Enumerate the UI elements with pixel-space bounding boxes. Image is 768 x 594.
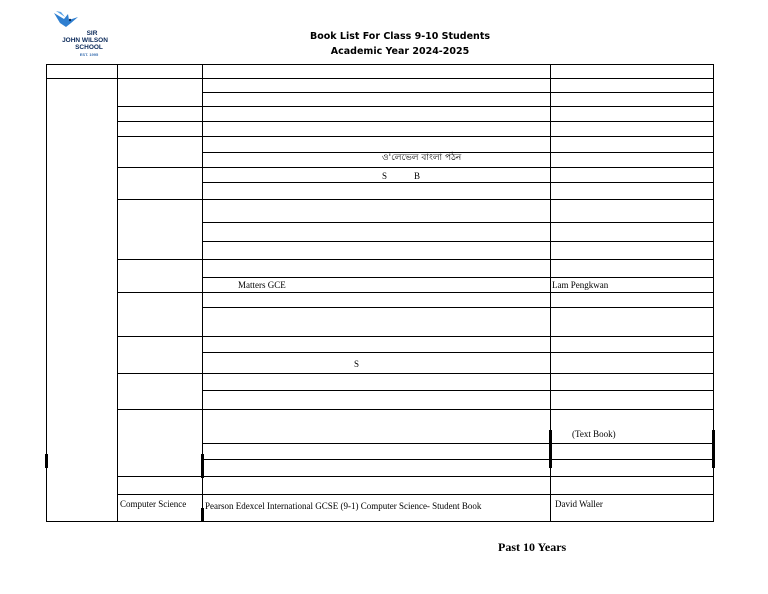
footer-note: Past 10 Years — [498, 540, 567, 554]
table-mark — [201, 508, 204, 522]
table-hline — [202, 241, 714, 242]
cell-book-cs: Pearson Edexcel International GCSE (9-1) Computer Science- Student Book — [205, 501, 482, 511]
bird-icon — [52, 10, 86, 32]
logo-line-2: JOHN WILSON — [62, 37, 108, 44]
table-hline — [117, 336, 714, 337]
cell-bangla-title: ও'লেভেল বাংলা পঠন — [382, 153, 462, 163]
table-hline — [117, 167, 714, 168]
table-hline-bottom — [46, 521, 714, 522]
table-hline — [117, 259, 714, 260]
table-mark — [45, 454, 48, 468]
table-hline — [202, 307, 714, 308]
table-mark — [712, 430, 715, 468]
logo-line-3: SCHOOL — [75, 44, 103, 51]
table-hline — [117, 292, 714, 293]
cell-b-right: B — [414, 171, 421, 181]
table-mark — [201, 454, 204, 478]
table-hline — [117, 106, 714, 107]
table-hline — [117, 136, 714, 137]
cell-matters-gce: Matters GCE — [238, 280, 286, 290]
table-hline — [202, 182, 714, 183]
logo-text — [50, 30, 120, 58]
table-hline — [202, 443, 714, 444]
page-title: Book List For Class 9-10 Students — [309, 31, 491, 42]
table-mark — [549, 430, 552, 468]
table-hline — [202, 222, 714, 223]
cell-s-left: S — [382, 171, 388, 181]
table-hline — [202, 352, 714, 353]
cell-author-lam: Lam Pengkwan — [552, 280, 609, 290]
table-vline-col1 — [117, 64, 118, 522]
table-hline — [117, 373, 714, 374]
table-hline — [117, 121, 714, 122]
table-hline — [202, 92, 714, 93]
table-hline — [117, 199, 714, 200]
table-hline — [202, 459, 714, 460]
cell-text-book: (Text Book) — [572, 429, 616, 439]
table-hline — [46, 78, 714, 79]
logo-line-1: SIR — [86, 30, 98, 37]
table-hline — [202, 390, 714, 391]
logo-est: EST. 1995 — [79, 52, 99, 57]
table-hline — [117, 409, 714, 410]
page-header — [250, 29, 550, 59]
table-hline — [46, 64, 714, 65]
cell-s-single: S — [354, 359, 360, 369]
table-hline — [117, 476, 714, 477]
school-logo — [50, 10, 120, 62]
table-hline — [117, 494, 714, 495]
table-hline — [202, 277, 714, 278]
page-subtitle: Academic Year 2024-2025 — [330, 46, 470, 57]
cell-subject-cs: Computer Science — [120, 499, 187, 509]
cell-author-cs: David Waller — [555, 499, 603, 509]
